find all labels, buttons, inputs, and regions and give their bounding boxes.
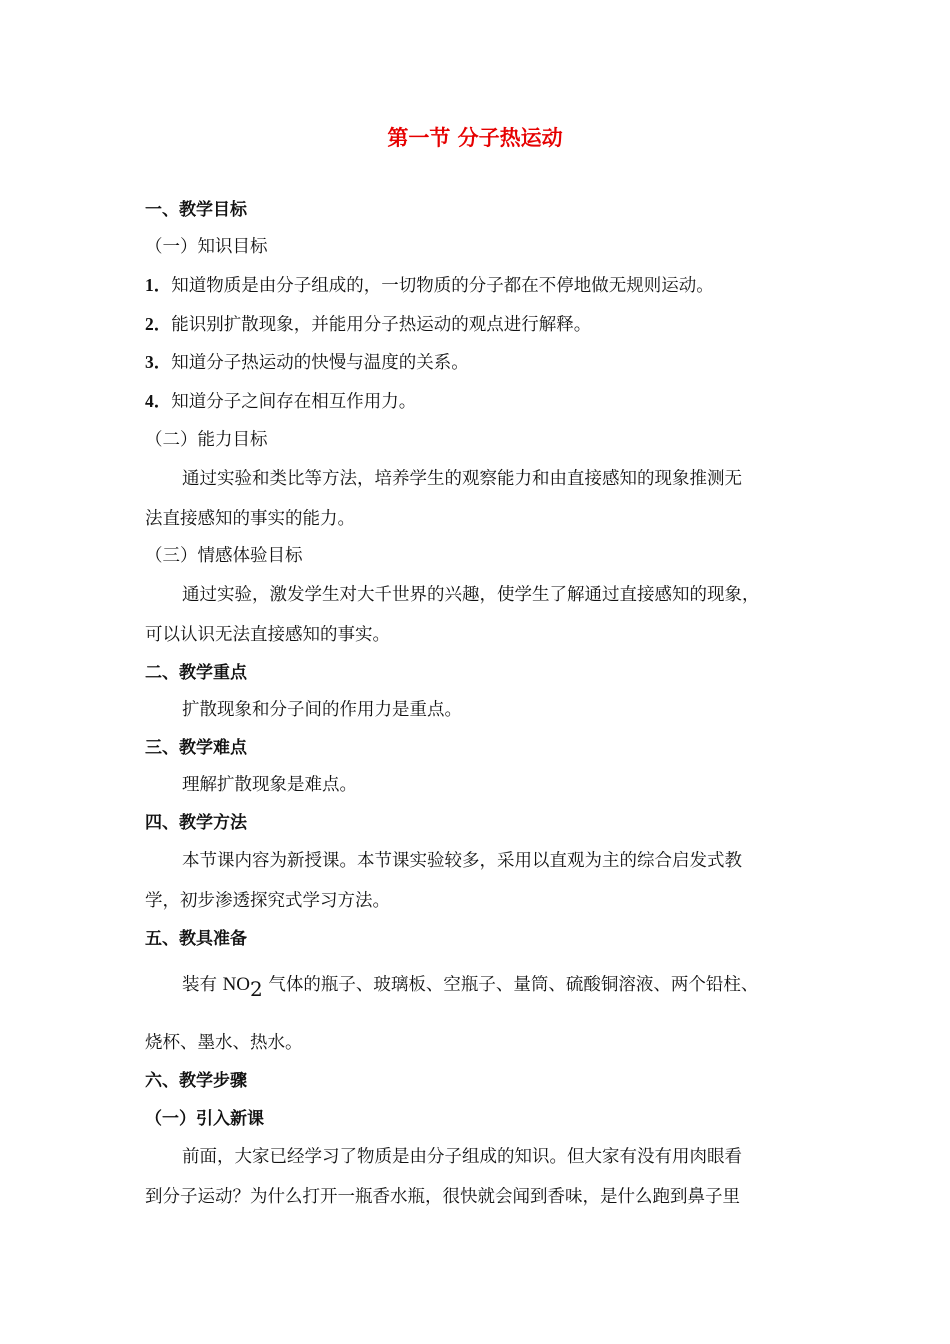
section-heading-difficulties: 三、教学难点 — [145, 738, 247, 758]
formula-subscript: 2 — [250, 977, 263, 1001]
subsection-heading-ability: （二）能力目标 — [145, 430, 268, 450]
section-heading-methods: 四、教学方法 — [145, 813, 247, 833]
objective-item — [145, 311, 591, 338]
subsection-heading-intro: （一）引入新课 — [145, 1109, 264, 1129]
item-text: 能识别扩散现象，并能用分子热运动的观点进行解释。 — [171, 315, 592, 335]
objective-item — [145, 388, 416, 415]
materials-prefix: 装有 — [182, 975, 223, 995]
paragraph-line: 烧杯、墨水、热水。 — [145, 1033, 303, 1053]
subsection-heading-emotion: （三）情感体验目标 — [145, 546, 303, 566]
subsection-heading-knowledge: （一）知识目标 — [145, 237, 268, 257]
materials-suffix: 气体的瓶子、玻璃板、空瓶子、量筒、硫酸铜溶液、两个铅柱、 — [262, 975, 759, 995]
item-text: 知道分子热运动的快慢与温度的关系。 — [171, 353, 469, 373]
objective-item — [145, 272, 714, 299]
chemical-formula: NO — [222, 974, 251, 995]
paragraph-line: 理解扩散现象是难点。 — [182, 775, 357, 795]
paragraph-line: 到分子运动？为什么打开一瓶香水瓶，很快就会闻到香味，是什么跑到鼻子里 — [145, 1187, 740, 1207]
paragraph-line: 通过实验和类比等方法，培养学生的观察能力和由直接感知的现象推测无 — [182, 469, 742, 489]
section-heading-key-points: 二、教学重点 — [145, 663, 247, 683]
paragraph-line: 扩散现象和分子间的作用力是重点。 — [182, 700, 462, 720]
page-title: 第一节 分子热运动 — [387, 126, 563, 150]
objective-item — [145, 349, 469, 376]
paragraph-line: 前面，大家已经学习了物质是由分子组成的知识。但大家有没有用肉眼看 — [182, 1147, 742, 1167]
item-text: 知道分子之间存在相互作用力。 — [171, 392, 417, 412]
materials-line — [182, 972, 758, 1002]
section-heading-steps: 六、教学步骤 — [145, 1071, 247, 1091]
item-number: 1． — [145, 275, 172, 295]
item-number: 2． — [145, 314, 172, 334]
paragraph-line: 可以认识无法直接感知的事实。 — [145, 625, 390, 645]
paragraph-line: 法直接感知的事实的能力。 — [145, 509, 355, 529]
item-number: 4． — [145, 391, 172, 411]
section-heading-objectives: 一、教学目标 — [145, 200, 247, 220]
paragraph-line: 通过实验，激发学生对大千世界的兴趣，使学生了解通过直接感知的现象， — [182, 585, 760, 605]
section-heading-materials: 五、教具准备 — [145, 929, 247, 949]
paragraph-line: 学，初步渗透探究式学习方法。 — [145, 891, 390, 911]
paragraph-line: 本节课内容为新授课。本节课实验较多，采用以直观为主的综合启发式教 — [182, 851, 742, 871]
item-number: 3． — [145, 352, 172, 372]
item-text: 知道物质是由分子组成的，一切物质的分子都在不停地做无规则运动。 — [171, 276, 714, 296]
